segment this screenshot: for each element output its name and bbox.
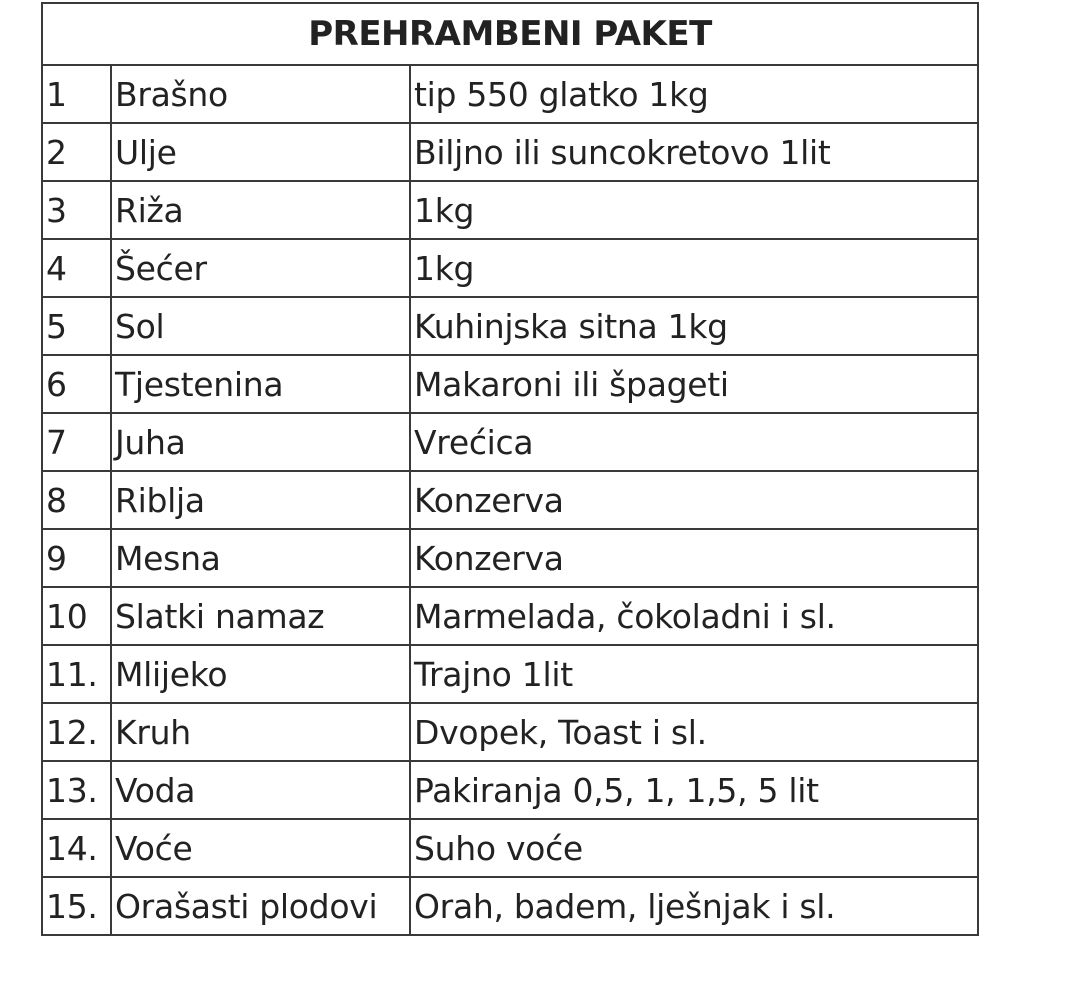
- row-number: 6: [42, 355, 111, 413]
- row-number: 3: [42, 181, 111, 239]
- row-number: 12.: [42, 703, 111, 761]
- row-number: 1: [42, 65, 111, 123]
- item-name: Kruh: [111, 703, 410, 761]
- table-row: [42, 587, 978, 645]
- item-name: Mesna: [111, 529, 410, 587]
- row-number: 9: [42, 529, 111, 587]
- item-description: Suho voće: [410, 819, 978, 877]
- row-number: 4: [42, 239, 111, 297]
- item-description: 1kg: [410, 181, 978, 239]
- table-row: [42, 529, 978, 587]
- item-description: Marmelada, čokoladni i sl.: [410, 587, 978, 645]
- table-row: [42, 239, 978, 297]
- table-row: [42, 471, 978, 529]
- item-name: Juha: [111, 413, 410, 471]
- item-description: Makaroni ili špageti: [410, 355, 978, 413]
- table-row: [42, 355, 978, 413]
- table-title: PREHRAMBENI PAKET: [42, 3, 978, 65]
- table-row: [42, 65, 978, 123]
- item-description: Vrećica: [410, 413, 978, 471]
- item-name: Sol: [111, 297, 410, 355]
- item-description: Konzerva: [410, 529, 978, 587]
- item-description: tip 550 glatko 1kg: [410, 65, 978, 123]
- item-description: Dvopek, Toast i sl.: [410, 703, 978, 761]
- item-name: Mlijeko: [111, 645, 410, 703]
- item-name: Šećer: [111, 239, 410, 297]
- table-row: [42, 819, 978, 877]
- row-number: 15.: [42, 877, 111, 935]
- item-description: Konzerva: [410, 471, 978, 529]
- row-number: 11.: [42, 645, 111, 703]
- table-row: [42, 877, 978, 935]
- food-package-table: [41, 2, 979, 936]
- table-row: [42, 703, 978, 761]
- item-description: Kuhinjska sitna 1kg: [410, 297, 978, 355]
- row-number: 14.: [42, 819, 111, 877]
- table-row: [42, 645, 978, 703]
- table-row: [42, 123, 978, 181]
- row-number: 10: [42, 587, 111, 645]
- row-number: 5: [42, 297, 111, 355]
- item-description: 1kg: [410, 239, 978, 297]
- row-number: 2: [42, 123, 111, 181]
- row-number: 7: [42, 413, 111, 471]
- item-name: Voda: [111, 761, 410, 819]
- item-description: Trajno 1lit: [410, 645, 978, 703]
- item-name: Riža: [111, 181, 410, 239]
- table-row: [42, 761, 978, 819]
- table-header-row: [42, 3, 978, 65]
- item-name: Tjestenina: [111, 355, 410, 413]
- item-name: Voće: [111, 819, 410, 877]
- table-row: [42, 413, 978, 471]
- item-name: Orašasti plodovi: [111, 877, 410, 935]
- table-body: [42, 65, 978, 935]
- row-number: 13.: [42, 761, 111, 819]
- table-row: [42, 181, 978, 239]
- item-name: Brašno: [111, 65, 410, 123]
- item-name: Ulje: [111, 123, 410, 181]
- item-description: Orah, badem, lješnjak i sl.: [410, 877, 978, 935]
- item-name: Riblja: [111, 471, 410, 529]
- item-name: Slatki namaz: [111, 587, 410, 645]
- table-row: [42, 297, 978, 355]
- item-description: Pakiranja 0,5, 1, 1,5, 5 lit: [410, 761, 978, 819]
- row-number: 8: [42, 471, 111, 529]
- item-description: Biljno ili suncokretovo 1lit: [410, 123, 978, 181]
